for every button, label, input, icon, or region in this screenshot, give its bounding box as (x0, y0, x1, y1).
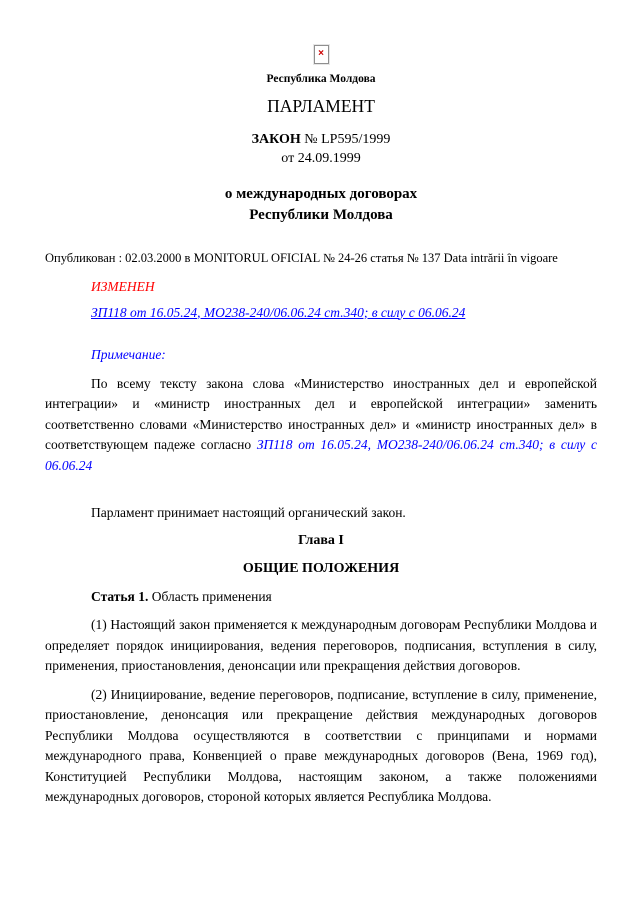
law-number: № LP595/1999 (304, 131, 391, 147)
country-name: Республика Молдова (266, 72, 376, 85)
chapter-title: ОБЩИЕ ПОЛОЖЕНИЯ (242, 560, 400, 576)
institution-name: ПАРЛАМЕНТ (267, 95, 375, 116)
broken-image-icon (314, 45, 329, 64)
note-amendment-link[interactable]: ЗП118 от 16.05.24, MO238-240/06.06.24 ст.340; в силу с 06.06.24 (45, 437, 597, 473)
article-heading (45, 587, 597, 608)
amended-status: ИЗМЕНЕН (91, 278, 155, 294)
amendment-link[interactable]: ЗП118 от 16.05.24, MO238-240/06.06.24 ст.340; в силу с 06.06.24 (91, 304, 466, 320)
law-date: от 24.09.1999 (281, 150, 361, 166)
law-label: ЗАКОН (251, 131, 301, 147)
preamble-text: Парламент принимает настоящий органический закон. (91, 505, 406, 520)
note-label: Примечание: (91, 346, 166, 362)
header-logo-row (45, 44, 597, 64)
document-title (45, 184, 597, 226)
article-title: Область применения (151, 588, 272, 604)
article-paragraph-1: (1) Настоящий закон применяется к международным договорам Республики Молдова и определяет порядок инициирования, ведения переговоров, подписания, вступления в силу, применения, приостановления, денонсации или прекращения действия договоров. (45, 617, 597, 673)
article-paragraph-2: (2) Инициирование, ведение переговоров, подписание, вступление в силу, применение, приостановление, денонсация или прекращение действия международных договоров Республики Молдова осуществляются в соответствии с принципами и нормами международного права, Конвенцией о праве международных договоров (Вена, 1969 год), Конституцией Республики Молдова, настоящим законом, а также положениями международных договоров, стороной которых является Республика Молдова. (45, 686, 597, 804)
publication-line: Опубликован : 02.03.2000 в MONITORUL OFICIAL № 24-26 статья № 137 Data intrării în vigoare (45, 250, 558, 265)
amendment-link-line (91, 305, 597, 321)
note-text: По всему тексту закона слова «Министерство иностранных дел и европейской интеграции» и «министр иностранных дел и европейской интеграции» заменить соответственно словами «Министерство иностранных дел» и «министр иностранных дел» в соответствующем падеже согласно (45, 375, 597, 452)
law-number-line (45, 132, 597, 148)
broken-image-x-icon: × (318, 48, 324, 59)
chapter-heading: Глава I (298, 532, 344, 548)
note-paragraph (45, 374, 597, 477)
document-title-line1: о международных договорах (224, 185, 418, 202)
document-title-line2: Республики Молдова (249, 206, 393, 223)
article-label: Статья 1. (91, 588, 149, 604)
